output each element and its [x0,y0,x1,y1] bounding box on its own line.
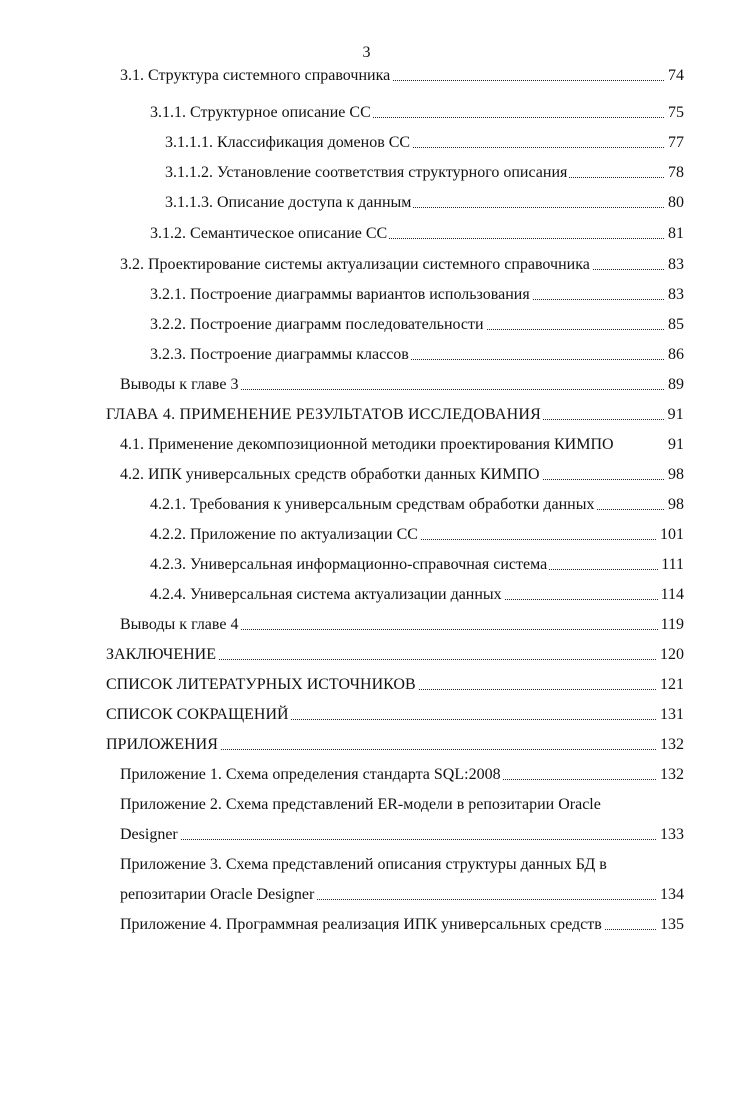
toc-page: 133 [657,825,684,845]
toc-page: 111 [658,555,684,575]
toc-title: 3.1.1.3. Описание доступа к данным [165,194,412,211]
toc-entry-abbreviations [106,705,684,725]
toc-entry-4-2-1 [150,495,684,515]
toc-title: 3.1.2. Семантическое описание СС [150,225,388,242]
toc-entry-3-2 [120,255,684,275]
toc-entry-4-2 [120,465,684,485]
toc-title: 3.2. Проектирование системы актуализации системного справочника [120,256,590,273]
page-number: 3 [362,44,371,61]
toc-page: 132 [657,765,684,785]
toc-title-continued: репозитарии Oracle Designer [120,886,315,903]
toc-title: Приложение 4. Программная реализация ИПК универсальных средств [120,916,602,933]
toc-entry-3-2-2 [150,315,684,335]
toc-title: Приложение 3. Схема представлений описания структуры данных БД в [120,856,607,873]
toc-entry-4-2-2 [150,525,684,545]
toc-entry-appendix-1 [120,765,684,785]
toc-entry-4-2-4 [150,585,684,605]
toc-entry-3-1-1-2 [165,163,684,183]
toc-page: 91 [665,405,684,425]
toc-page: 121 [657,675,684,695]
toc-page: 83 [665,285,684,305]
toc-page: 98 [665,465,684,485]
toc-title: 4.2.4. Универсальная система актуализации данных [150,586,502,603]
toc-page: 134 [657,885,684,905]
toc-title: 3.2.2. Построение диаграмм последовательности [150,316,484,333]
toc-entry-3-1-1 [150,103,684,123]
toc-title: СПИСОК ЛИТЕРАТУРНЫХ ИСТОЧНИКОВ [106,676,416,693]
toc-page: 91 [665,435,684,455]
toc-title: ГЛАВА 4. ПРИМЕНЕНИЕ РЕЗУЛЬТАТОВ ИССЛЕДОВАНИЯ [106,406,542,423]
toc-title: 3.1. Структура системного справочника [120,67,391,84]
toc-entry-4-1 [120,435,684,455]
toc-title: Выводы к главе 3 [120,376,239,393]
toc-page: 78 [665,163,684,183]
toc-page: 114 [658,585,684,605]
toc-entry-3-1-2 [150,224,684,244]
toc-title: 4.1. Применение декомпозиционной методики проектирования КИМПО [120,436,614,453]
toc-page: 101 [657,525,684,545]
toc-title: Выводы к главе 4 [120,616,239,633]
toc-page: 131 [657,705,684,725]
toc-title-continued: Designer [120,826,178,843]
toc-entry-conclusions-4 [120,615,684,635]
toc-title: 3.2.1. Построение диаграммы вариантов использования [150,286,530,303]
toc-page: 83 [665,255,684,275]
toc-title: 3.1.1.2. Установление соответствия структурного описания [165,164,568,181]
toc-entry-3-2-3 [150,345,684,365]
toc-title: 4.2.3. Универсальная информационно-справочная система [150,556,548,573]
toc-entry-3-1-1-1 [165,133,684,153]
toc-entry-appendix-3 [120,855,684,905]
toc-page: 85 [665,315,684,335]
toc-entry-3-2-1 [150,285,684,305]
toc-entry-appendix-2 [120,795,684,845]
toc-page: 119 [658,615,684,635]
toc-page: 81 [665,224,684,244]
toc-title: СПИСОК СОКРАЩЕНИЙ [106,706,289,723]
toc-page: 98 [665,495,684,515]
toc-title: 4.2. ИПК универсальных средств обработки данных КИМПО [120,466,540,483]
toc-entry-4-2-3 [150,555,684,575]
toc-title: 4.2.2. Приложение по актуализации СС [150,526,418,543]
toc-page: 75 [665,103,684,123]
toc-entry-conclusion [106,645,684,665]
toc-page: 74 [665,66,684,86]
toc-title: 3.1.1.1. Классификация доменов СС [165,134,411,151]
toc-entry-appendices [106,735,684,755]
toc-page: 120 [657,645,684,665]
toc-page: 135 [657,915,684,935]
toc-title: Приложение 2. Схема представлений ER-модели в репозитарии Oracle [120,796,601,813]
toc-page: 86 [665,345,684,365]
toc-title: 3.2.3. Построение диаграммы классов [150,346,409,363]
toc-entry-conclusions-3 [120,375,684,395]
toc-entry-references [106,675,684,695]
toc-entry-3-1 [120,66,684,86]
toc-title: 4.2.1. Требования к универсальным средствам обработки данных [150,496,595,513]
toc-title: 3.1.1. Структурное описание СС [150,104,371,121]
toc-page: 89 [665,375,684,395]
toc-title: Приложение 1. Схема определения стандарта SQL:2008 [120,766,501,783]
toc-entry-appendix-4 [120,915,684,935]
toc-entry-3-1-1-3 [165,193,684,213]
toc-title: ЗАКЛЮЧЕНИЕ [106,646,216,663]
toc-title: ПРИЛОЖЕНИЯ [106,736,218,753]
toc-page: 77 [665,133,684,153]
toc-page: 80 [665,193,684,213]
toc-page: 132 [657,735,684,755]
toc-entry-chapter-4 [106,405,684,425]
